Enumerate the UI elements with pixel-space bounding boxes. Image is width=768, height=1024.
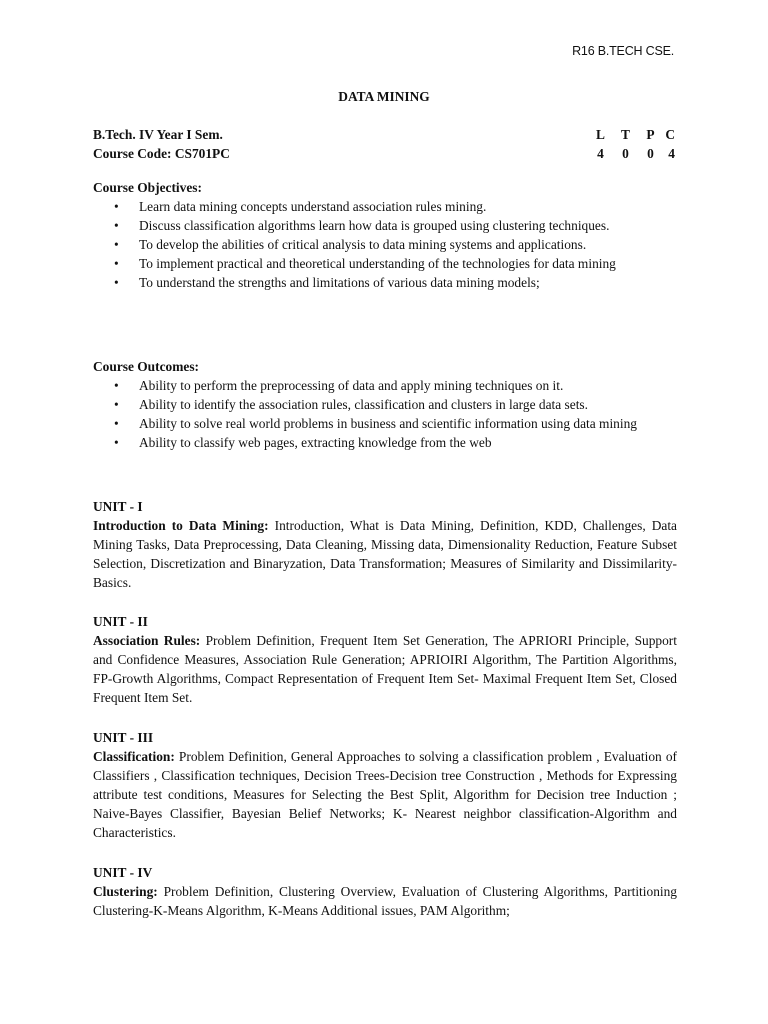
- meta-row-2: [93, 144, 675, 163]
- course-outcomes-section: [93, 357, 677, 452]
- unit-lead: Introduction to Data Mining:: [93, 518, 269, 533]
- unit-text: Problem Definition, Frequent Item Set Generation, The APRIORI Principle, Support and Confidence Measures, Association Rule Generation; APRIOIRI Algorithm, The Partition Algorithms, FP-Growth Algorithms, Compact Representation of Frequent Item Set- Maximal Frequent Item Set, Closed Frequent Item Set.: [93, 633, 677, 705]
- ltpc-letter-l: L: [596, 127, 605, 142]
- objective-text: To understand the strengths and limitations of various data mining models;: [139, 275, 540, 290]
- ltpc-value-c: 4: [668, 146, 675, 161]
- unit-title: UNIT - IV: [93, 865, 153, 880]
- page-title: DATA MINING: [338, 89, 430, 104]
- ltpc-value-t: 0: [622, 146, 629, 161]
- list-item: • To develop the abilities of critical analysis to data mining systems and applications.: [139, 235, 677, 254]
- outcomes-list: [93, 376, 677, 452]
- unit-title: UNIT - III: [93, 730, 154, 745]
- unit-description: [93, 631, 677, 707]
- unit-lead: Association Rules:: [93, 633, 201, 648]
- unit-text: Problem Definition, Clustering Overview, Evaluation of Clustering Algorithms, Partitioning Clustering-K-Means Algorithm, K-Means Additional issues, PAM Algorithm;: [93, 884, 677, 918]
- list-item: • Ability to identify the association rules, classification and clusters in large data sets.: [139, 395, 677, 414]
- outcomes-heading: Course Outcomes:: [93, 359, 199, 374]
- list-item: • Learn data mining concepts understand association rules mining.: [139, 197, 677, 216]
- page-header-right: R16 B.TECH CSE.: [572, 44, 674, 58]
- list-item: • Ability to classify web pages, extracting knowledge from the web: [139, 433, 677, 452]
- unit-3-section: [93, 728, 677, 842]
- ltpc-letter-t: T: [621, 127, 630, 142]
- objectives-heading: Course Objectives:: [93, 180, 202, 195]
- unit-title: UNIT - I: [93, 499, 143, 514]
- unit-lead: Clustering:: [93, 884, 158, 899]
- ltpc-value-l: 4: [597, 146, 604, 161]
- ltpc-letter-p: P: [646, 127, 655, 142]
- course-code: Course Code: CS701PC: [93, 146, 230, 161]
- course-meta: [93, 125, 675, 163]
- ltpc-values: [588, 144, 675, 163]
- unit-lead: Classification:: [93, 749, 175, 764]
- ltpc-value-p: 0: [647, 146, 654, 161]
- unit-1-section: [93, 497, 677, 592]
- list-item: • To implement practical and theoretical understanding of the technologies for data mining: [139, 254, 677, 273]
- meta-row-1: [93, 125, 675, 144]
- unit-description: [93, 516, 677, 592]
- list-item: • Ability to solve real world problems in business and scientific information using data mining: [139, 414, 677, 433]
- ltpc-letter-c: C: [665, 127, 675, 142]
- unit-title: UNIT - II: [93, 614, 148, 629]
- unit-text: Problem Definition, General Approaches to solving a classification problem , Evaluation of Classifiers , Classification techniques, Decision Trees-Decision tree Construction , Methods for Expressing attribute test conditions, Measures for Selecting the Best Split, Algorithm for Decision tree Induction ; Naive-Bayes Classifier, Bayesian Belief Networks; K- Nearest neighbor classification-Algorithm and Characteristics.: [93, 749, 677, 840]
- objectives-list: [93, 197, 677, 292]
- course-objectives-section: [93, 178, 677, 292]
- unit-2-section: [93, 612, 677, 707]
- ltpc-letters: [588, 125, 675, 144]
- unit-4-section: [93, 863, 677, 920]
- unit-description: [93, 747, 677, 842]
- list-item: • Ability to perform the preprocessing of data and apply mining techniques on it.: [139, 376, 677, 395]
- unit-description: [93, 882, 677, 920]
- semester-label: B.Tech. IV Year I Sem.: [93, 127, 223, 142]
- list-item: [139, 273, 677, 292]
- list-item: • Discuss classification algorithms learn how data is grouped using clustering techniques.: [139, 216, 677, 235]
- unit-text: Introduction, What is Data Mining, Definition, KDD, Challenges, Data Mining Tasks, Data Preprocessing, Data Cleaning, Missing data, Dimensionality Reduction, Feature Subset Selection, Discretization and Binaryzation, Data Transformation; Measures of Similarity and Dissimilarity- Basics.: [93, 518, 677, 590]
